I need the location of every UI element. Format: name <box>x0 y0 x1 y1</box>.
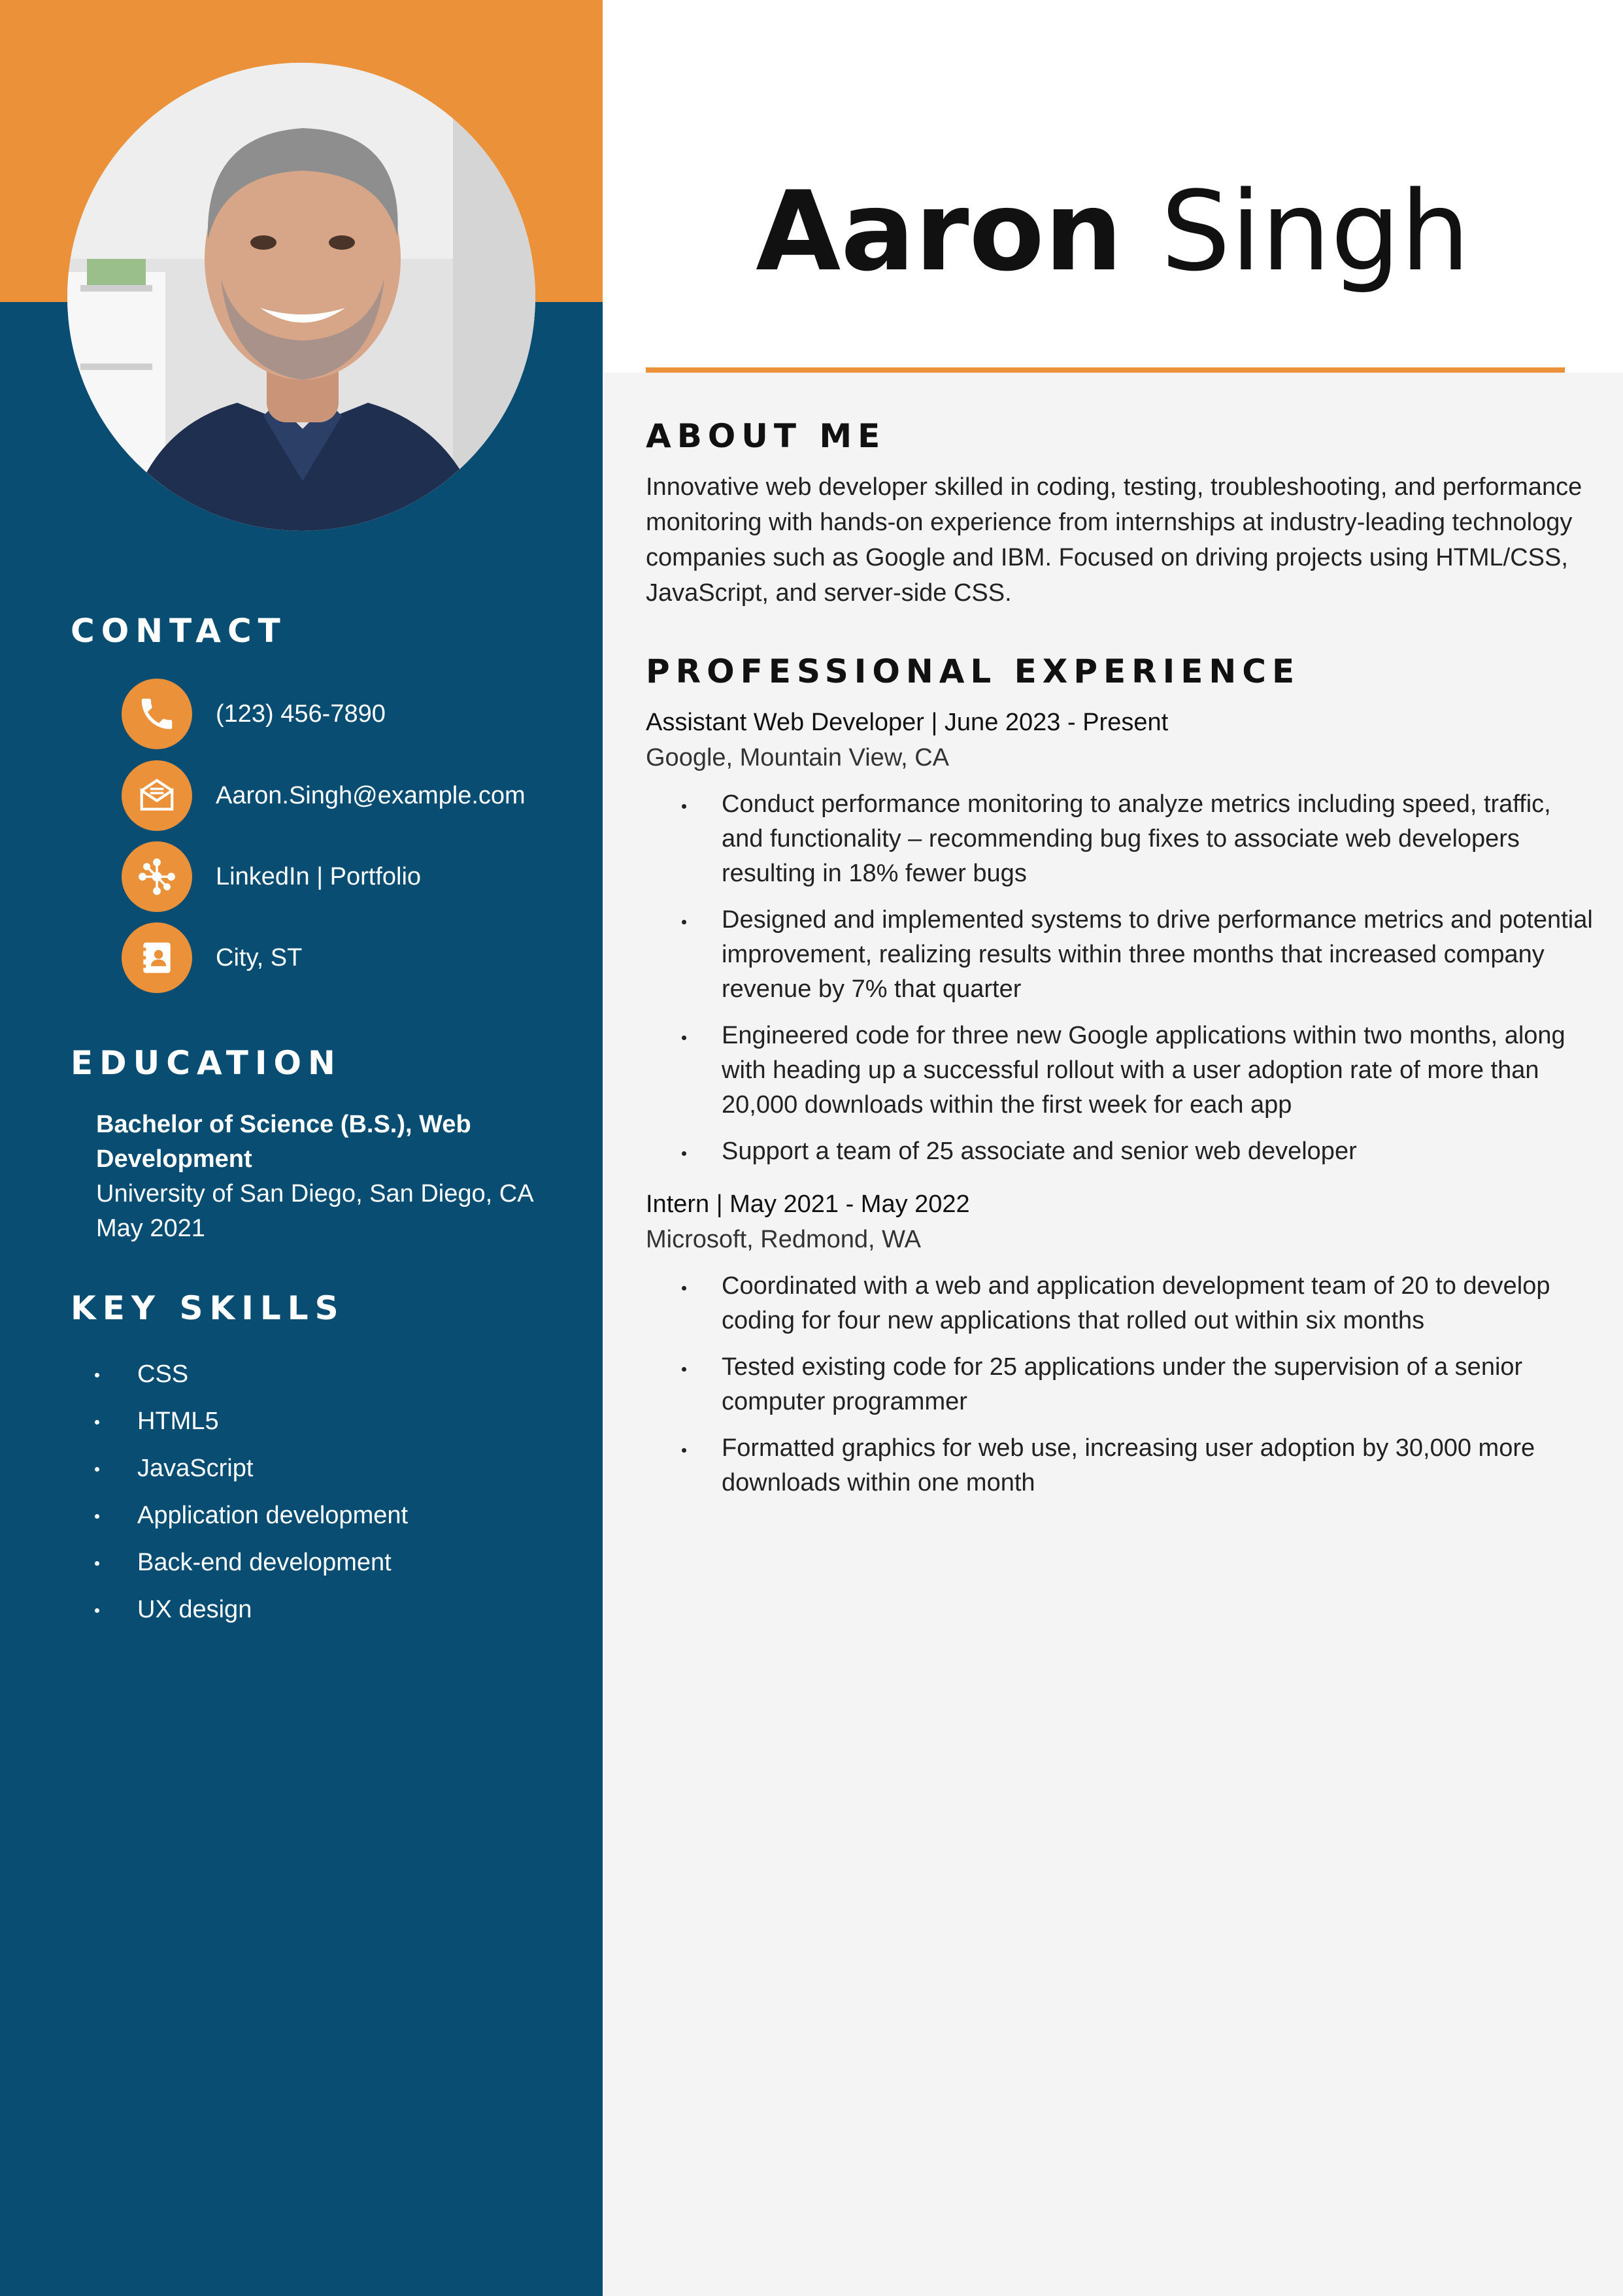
job-bullet: Support a team of 25 associate and senior web developer <box>646 1134 1594 1169</box>
last-name: Singh <box>1160 167 1470 295</box>
job-bullet: Designed and implemented systems to drive performance metrics and potential improvement, realizing results within three months that increased company revenue by 7% that quarter <box>646 903 1594 1007</box>
contact-heading: CONTACT <box>71 612 287 650</box>
education-date: May 2021 <box>96 1215 205 1242</box>
job-bullet: Conduct performance monitoring to analyze metrics including speed, traffic, and functionality – recommending bug fixes to associate web developers resulting in 18% fewer bugs <box>646 787 1594 891</box>
about-text: Innovative web developer skilled in coding, testing, troubleshooting, and performance monitoring with hands-on experience from internships at industry-leading technology companies such as Google and IBM. Focused on driving projects using HTML/CSS, JavaScript, and server-side CSS. <box>646 473 1582 607</box>
skill-item: Back-end development <box>92 1539 408 1586</box>
education-school: University of San Diego, San Diego, CA <box>96 1180 534 1207</box>
skill-item: UX design <box>92 1586 408 1633</box>
job-bullets <box>646 1269 1594 1500</box>
about-heading: ABOUT ME <box>646 417 886 455</box>
job-company: Google, Mountain View, CA <box>646 744 950 771</box>
job-title: Intern | May 2021 - May 2022 <box>646 1190 970 1218</box>
header-divider <box>646 367 1565 373</box>
contact-book-icon <box>122 922 192 993</box>
education-degree: Bachelor of Science (B.S.), Web Development <box>96 1111 471 1173</box>
skill-item: JavaScript <box>92 1445 408 1492</box>
candidate-name <box>603 167 1623 295</box>
job-company: Microsoft, Redmond, WA <box>646 1226 921 1253</box>
job-title: Assistant Web Developer | June 2023 - Present <box>646 709 1169 736</box>
job-bullet: Formatted graphics for web use, increasing user adoption by 30,000 more downloads within one month <box>646 1431 1594 1500</box>
contact-phone-text: (123) 456-7890 <box>216 700 386 728</box>
job-bullets <box>646 787 1594 1169</box>
job-entry-google <box>646 705 1594 1169</box>
phone-icon <box>122 679 192 749</box>
contact-phone <box>122 679 579 749</box>
skills-list <box>92 1351 408 1633</box>
skill-item: CSS <box>92 1351 408 1398</box>
skill-item: Application development <box>92 1492 408 1539</box>
network-icon <box>122 841 192 912</box>
contact-links-text: LinkedIn | Portfolio <box>216 862 422 890</box>
skills-heading: KEY SKILLS <box>71 1289 345 1327</box>
education-entry <box>96 1107 580 1246</box>
email-icon <box>122 760 192 831</box>
contact-email-text: Aaron.Singh@example.com <box>216 781 526 809</box>
profile-photo <box>67 63 535 531</box>
contact-links <box>122 841 579 912</box>
experience-heading: PROFESSIONAL EXPERIENCE <box>646 652 1301 690</box>
job-bullet: Coordinated with a web and application development team of 20 to develop coding for four new applications that rolled out within six months <box>646 1269 1594 1338</box>
first-name: Aaron <box>756 167 1123 295</box>
contact-location-text: City, ST <box>216 943 303 971</box>
job-bullet: Engineered code for three new Google applications within two months, along with heading up a successful rollout with a user adoption rate of more than 20,000 downloads within the first week for each app <box>646 1019 1594 1123</box>
contact-email <box>122 760 579 831</box>
skill-item: HTML5 <box>92 1398 408 1445</box>
job-entry-microsoft <box>646 1187 1594 1500</box>
education-heading: EDUCATION <box>71 1044 342 1082</box>
job-bullet: Tested existing code for 25 applications under the supervision of a senior computer programmer <box>646 1350 1594 1419</box>
contact-location <box>122 922 579 993</box>
